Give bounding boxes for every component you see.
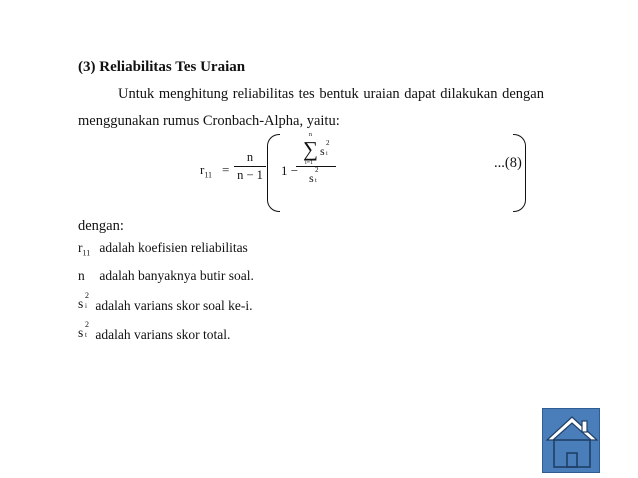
paragraph-line-2: menggunakan rumus Cronbach-Alpha, yaitu:: [78, 113, 340, 129]
variance-denominator: [293, 167, 339, 191]
fraction-numerator: n: [246, 150, 254, 164]
definition-text: adalah banyaknya butir soal.: [99, 268, 254, 283]
definition-n: [78, 268, 254, 284]
right-parenthesis: [513, 134, 526, 212]
fraction-denominator: n − 1: [237, 168, 263, 182]
equation-number: ...(8): [494, 155, 522, 171]
home-button[interactable]: [542, 408, 600, 473]
fraction-bar: [234, 166, 266, 167]
formula-variance-fraction: [293, 132, 339, 191]
definition-text: adalah varians skor soal ke-i.: [95, 298, 253, 313]
definition-symbol: s 2 i: [78, 291, 89, 311]
section-heading: (3) Reliabilitas Tes Uraian: [78, 59, 246, 75]
total-variance-symbol: s 2 t: [309, 166, 319, 185]
cronbach-alpha-formula: [200, 132, 340, 212]
left-parenthesis: [267, 134, 280, 212]
definition-r11: [78, 240, 248, 258]
definition-symbol: n: [78, 268, 85, 283]
paragraph-line-1: Untuk menghitung reliabilitas tes bentuk uraian dapat dilakukan dengan: [118, 86, 544, 102]
formula-one-minus: 1 −: [281, 163, 299, 178]
summation-symbol: ∑: [303, 137, 318, 161]
variance-numerator: [293, 132, 339, 166]
definition-st: [78, 320, 231, 343]
formula-first-fraction: [234, 150, 266, 183]
definition-symbol: s 2 t: [78, 320, 89, 340]
definition-symbol: $r_{11}$: [78, 240, 91, 258]
sum-lower-limit: i=1: [305, 160, 314, 166]
definitions-intro: dengan:: [78, 218, 124, 234]
home-icon: [543, 409, 601, 474]
definition-text: adalah varians skor total.: [95, 327, 231, 342]
sum-upper-limit: n: [309, 132, 312, 138]
definition-text: adalah koefisien reliabilitas: [99, 240, 248, 255]
definition-si: [78, 291, 253, 314]
formula-lhs: $r_{11}$: [200, 162, 213, 180]
item-variance-symbol: s 2 i: [320, 139, 330, 158]
formula-equals: =: [222, 162, 230, 177]
